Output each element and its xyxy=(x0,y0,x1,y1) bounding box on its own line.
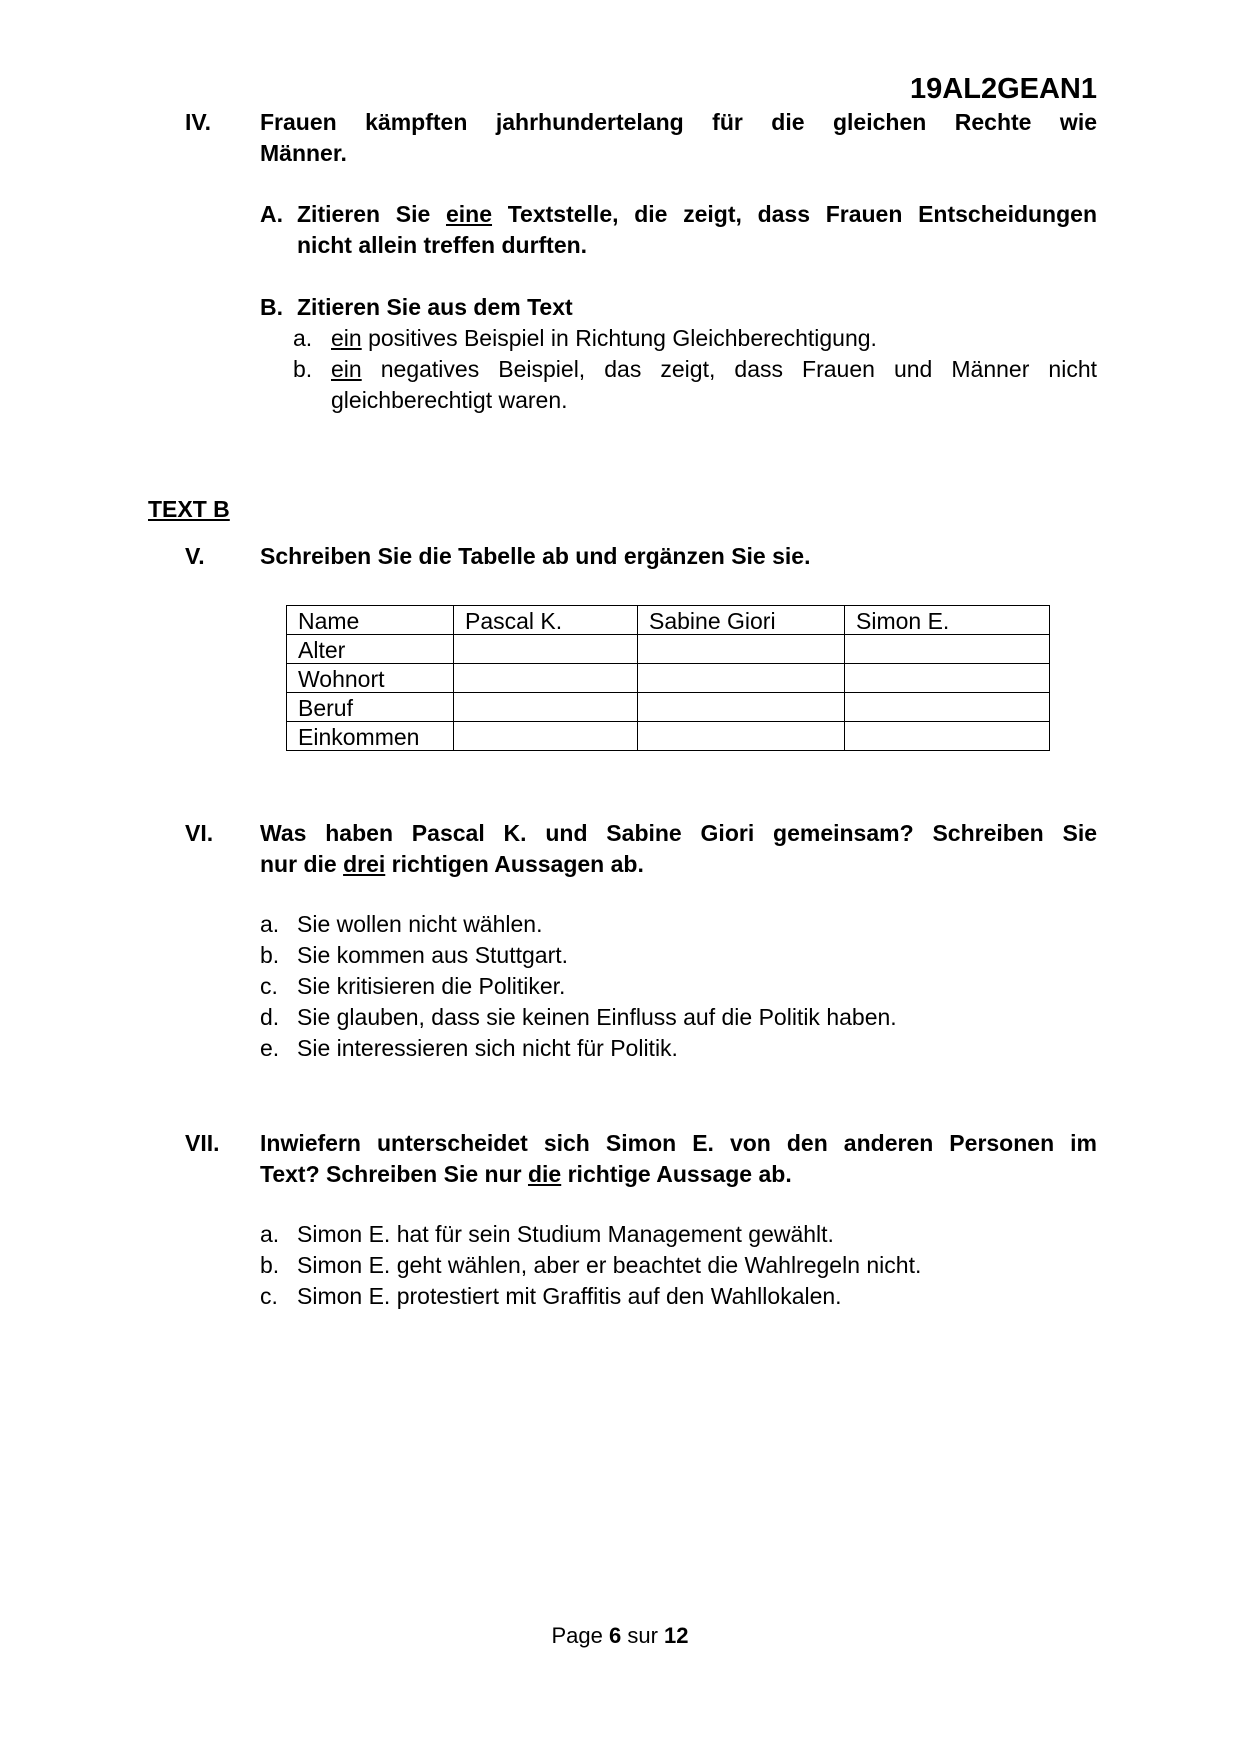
question-7-option-letter: c. xyxy=(260,1283,278,1309)
question-4a-emph: eine xyxy=(445,201,493,227)
table-cell xyxy=(845,722,1050,751)
question-4b-item-a-letter: a. xyxy=(293,325,313,351)
question-6-text xyxy=(260,818,1097,880)
question-6-option-letter: e. xyxy=(260,1035,280,1061)
question-6-option: Sie wollen nicht wählen. xyxy=(297,911,543,937)
question-4b-item-b-letter: b. xyxy=(293,356,313,382)
question-6-line1: Was haben Pascal K. und Sabine Giori gemeinsam? Schreiben Sie xyxy=(260,820,1097,846)
question-6-line2-emph: drei xyxy=(343,851,386,877)
question-4-text xyxy=(260,107,1097,169)
page-footer xyxy=(0,1620,1240,1651)
question-6-option-letter: b. xyxy=(260,942,280,968)
table-row-label: Wohnort xyxy=(287,664,454,693)
table-row xyxy=(287,722,1050,751)
footer-page-number: 6 xyxy=(608,1623,622,1648)
footer-page-word: Page xyxy=(551,1623,609,1648)
question-4b-label: B. xyxy=(260,294,283,320)
table-cell xyxy=(638,693,845,722)
table-header-cell: Name xyxy=(287,606,454,635)
question-4b-item-a-text: positives Beispiel in Richtung Gleichberechtigung. xyxy=(361,325,877,351)
question-4-line2: Männer. xyxy=(260,140,347,166)
question-4b-item-a-emph: ein xyxy=(331,325,362,351)
question-4-number: IV. xyxy=(185,109,212,135)
question-7-option-letter: a. xyxy=(260,1221,280,1247)
table-row-label: Alter xyxy=(287,635,454,664)
table-cell xyxy=(638,722,845,751)
question-7-option-letter: b. xyxy=(260,1252,280,1278)
question-4a-text xyxy=(297,199,1097,261)
question-7-line1: Inwiefern unterscheidet sich Simon E. von den anderen Personen im xyxy=(260,1130,1097,1156)
table-row xyxy=(287,664,1050,693)
table-cell xyxy=(845,693,1050,722)
table-cell xyxy=(454,722,638,751)
question-7-number: VII. xyxy=(185,1130,220,1156)
table-cell xyxy=(454,635,638,664)
question-4b-item-b-line2: gleichberechtigt waren. xyxy=(331,387,568,413)
table-header-cell: Pascal K. xyxy=(454,606,638,635)
document-code: 19AL2GEAN1 xyxy=(910,73,1097,105)
table-row-label: Beruf xyxy=(287,693,454,722)
table-row xyxy=(287,693,1050,722)
question-7-option: Simon E. hat für sein Studium Management gewählt. xyxy=(297,1221,834,1247)
question-7-line2-emph: die xyxy=(527,1161,562,1187)
question-7-line2-pre: Text? Schreiben Sie nur xyxy=(260,1161,528,1187)
table-cell xyxy=(845,635,1050,664)
question-7-option: Simon E. protestiert mit Graffitis auf den Wahllokalen. xyxy=(297,1283,842,1309)
table-header-cell: Simon E. xyxy=(845,606,1050,635)
section-title-text-b: TEXT B xyxy=(148,496,230,522)
question-7-line2-post: richtige Aussage ab. xyxy=(561,1161,792,1187)
table-cell xyxy=(454,664,638,693)
table-row xyxy=(287,635,1050,664)
question-4a-pre: Zitieren Sie xyxy=(297,201,446,227)
question-6-line2-pre: nur die xyxy=(260,851,344,877)
question-7-line2 xyxy=(260,1161,792,1187)
question-4b-item-b-emph: ein xyxy=(331,356,362,382)
table-cell xyxy=(845,664,1050,693)
question-6-option: Sie kritisieren die Politiker. xyxy=(297,973,566,999)
question-4b-item-b-line1 xyxy=(331,354,1097,385)
question-4a-label: A. xyxy=(260,201,283,227)
question-6-line2 xyxy=(260,851,644,877)
question-6-line2-post: richtigen Aussagen ab. xyxy=(385,851,644,877)
question-6-option-letter: a. xyxy=(260,911,280,937)
question-4b-title: Zitieren Sie aus dem Text xyxy=(297,294,573,320)
table-cell xyxy=(638,635,845,664)
fill-in-table xyxy=(286,605,1050,751)
footer-separator: sur xyxy=(621,1623,665,1648)
question-6-option-letter: d. xyxy=(260,1004,280,1030)
question-5-number: V. xyxy=(185,543,205,569)
question-4a-line2: nicht allein treffen durften. xyxy=(297,232,588,258)
question-6-option: Sie interessieren sich nicht für Politik. xyxy=(297,1035,678,1061)
question-6-option-letter: c. xyxy=(260,973,278,999)
question-6-option: Sie glauben, dass sie keinen Einfluss auf die Politik haben. xyxy=(297,1004,897,1030)
question-4b-item-a xyxy=(331,323,877,354)
table-cell xyxy=(638,664,845,693)
question-6-number: VI. xyxy=(185,820,214,846)
footer-page-total: 12 xyxy=(664,1623,689,1648)
table-header-row xyxy=(287,606,1050,635)
table-cell xyxy=(454,693,638,722)
question-7-option: Simon E. geht wählen, aber er beachtet die Wahlregeln nicht. xyxy=(297,1252,922,1278)
question-7-text xyxy=(260,1128,1097,1190)
question-5-text: Schreiben Sie die Tabelle ab und ergänzen Sie sie. xyxy=(260,543,811,569)
table-row-label: Einkommen xyxy=(287,722,454,751)
question-4-line1: Frauen kämpften jahrhundertelang für die gleichen Rechte wie xyxy=(260,109,1097,135)
question-4b-item-b xyxy=(331,354,1097,416)
question-4a-rest: Textstelle, die zeigt, dass Frauen Entscheidungen xyxy=(492,201,1097,227)
question-6-option: Sie kommen aus Stuttgart. xyxy=(297,942,569,968)
question-4b-item-b-text: negatives Beispiel, das zeigt, dass Frauen und Männer nicht xyxy=(361,356,1097,382)
question-4a-line1 xyxy=(297,199,1097,230)
table-header-cell: Sabine Giori xyxy=(638,606,845,635)
